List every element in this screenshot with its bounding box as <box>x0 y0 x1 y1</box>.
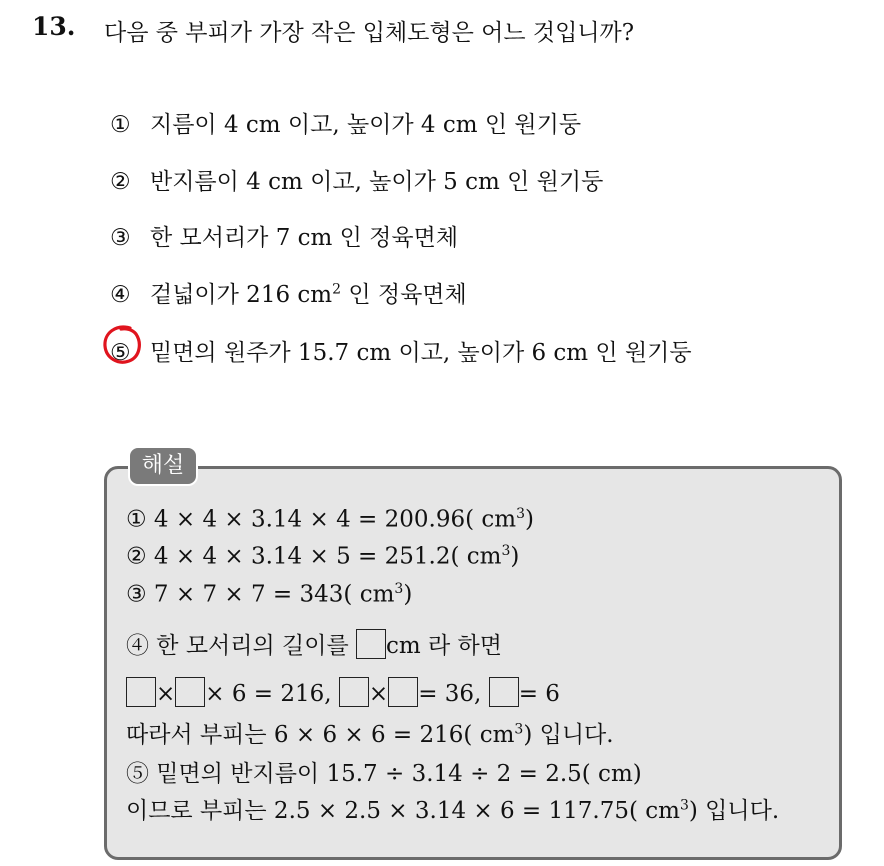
line-6-exponent: 3 <box>514 721 524 738</box>
explanation-line-2 <box>126 543 519 570</box>
blank-box <box>388 677 418 707</box>
line-2-close: ) <box>510 543 520 570</box>
blank-box <box>489 677 519 707</box>
line-4-text-end: cm 라 하면 <box>386 633 502 659</box>
line-1-text: ① 4 × 4 × 3.14 × 4 = 200.96( cm <box>126 506 517 533</box>
option-5-text: 밑면의 원주가 15.7 cm 이고, 높이가 6 cm 인 원기둥 <box>150 340 692 366</box>
option-2[interactable] <box>110 163 603 196</box>
option-3-marker: ③ <box>110 225 131 251</box>
blank-box <box>339 677 369 707</box>
explanation-line-7: ⑤ 밑면의 반지름이 15.7 ÷ 3.14 ÷ 2 = 2.5( cm) <box>126 761 642 787</box>
line-6-close: ) 입니다. <box>523 722 614 748</box>
line-5-part-4: = 36, <box>418 681 489 707</box>
explanation-line-1 <box>126 506 534 533</box>
option-2-marker: ② <box>110 169 131 195</box>
option-4-exponent: 2 <box>332 281 342 298</box>
option-3-text: 한 모서리가 7 cm 인 정육면체 <box>150 225 459 251</box>
option-1-text: 지름이 4 cm 이고, 높이가 4 cm 인 원기둥 <box>150 112 582 138</box>
explanation-line-5 <box>126 677 560 707</box>
option-5[interactable] <box>110 334 692 367</box>
explanation-line-4 <box>126 627 502 660</box>
line-3-close: ) <box>403 581 413 608</box>
explanation-line-3 <box>126 581 412 608</box>
option-3[interactable] <box>110 219 458 252</box>
line-2-text: ② 4 × 4 × 3.14 × 5 = 251.2( cm <box>126 543 502 570</box>
line-6-text: 따라서 부피는 6 × 6 × 6 = 216( cm <box>126 722 515 748</box>
answer-circle-icon <box>100 323 144 367</box>
option-4-text-end: 인 정육면체 <box>341 282 467 308</box>
line-1-exponent: 3 <box>516 506 525 522</box>
question-text: 다음 중 부피가 가장 작은 입체도형은 어느 것입니까? <box>104 20 635 46</box>
option-4-text: 겉넓이가 216 cm <box>150 282 333 308</box>
line-2-exponent: 3 <box>501 543 511 559</box>
line-5-part-3: × <box>368 681 389 707</box>
option-2-text: 반지름이 4 cm 이고, 높이가 5 cm 인 원기둥 <box>150 169 604 195</box>
line-3-exponent: 3 <box>394 581 404 597</box>
option-1[interactable] <box>110 106 581 139</box>
option-4[interactable] <box>110 276 467 309</box>
blank-box <box>356 629 386 659</box>
line-5-part-2: × 6 = 216, <box>205 681 339 707</box>
option-5-marker: ⑤ <box>110 340 131 366</box>
explanation-label: 해설 <box>128 446 198 486</box>
line-5-part-1: × <box>156 681 176 707</box>
option-1-marker: ① <box>110 112 131 138</box>
line-8-text: 이므로 부피는 2.5 × 2.5 × 3.14 × 6 = 117.75( cm <box>126 798 680 824</box>
line-4-text: ④ 한 모서리의 길이를 <box>126 633 356 659</box>
blank-box <box>175 677 205 707</box>
question-number: 13. <box>32 12 76 41</box>
line-5-part-5: = 6 <box>518 681 560 707</box>
line-8-exponent: 3 <box>679 797 689 814</box>
line-1-close: ) <box>525 506 534 533</box>
explanation-line-6 <box>126 716 614 749</box>
line-3-text: ③ 7 × 7 × 7 = 343( cm <box>126 581 395 608</box>
explanation-line-8 <box>126 792 779 825</box>
blank-box <box>126 677 156 707</box>
option-4-marker: ④ <box>110 282 131 308</box>
line-8-close: ) 입니다. <box>688 798 780 824</box>
